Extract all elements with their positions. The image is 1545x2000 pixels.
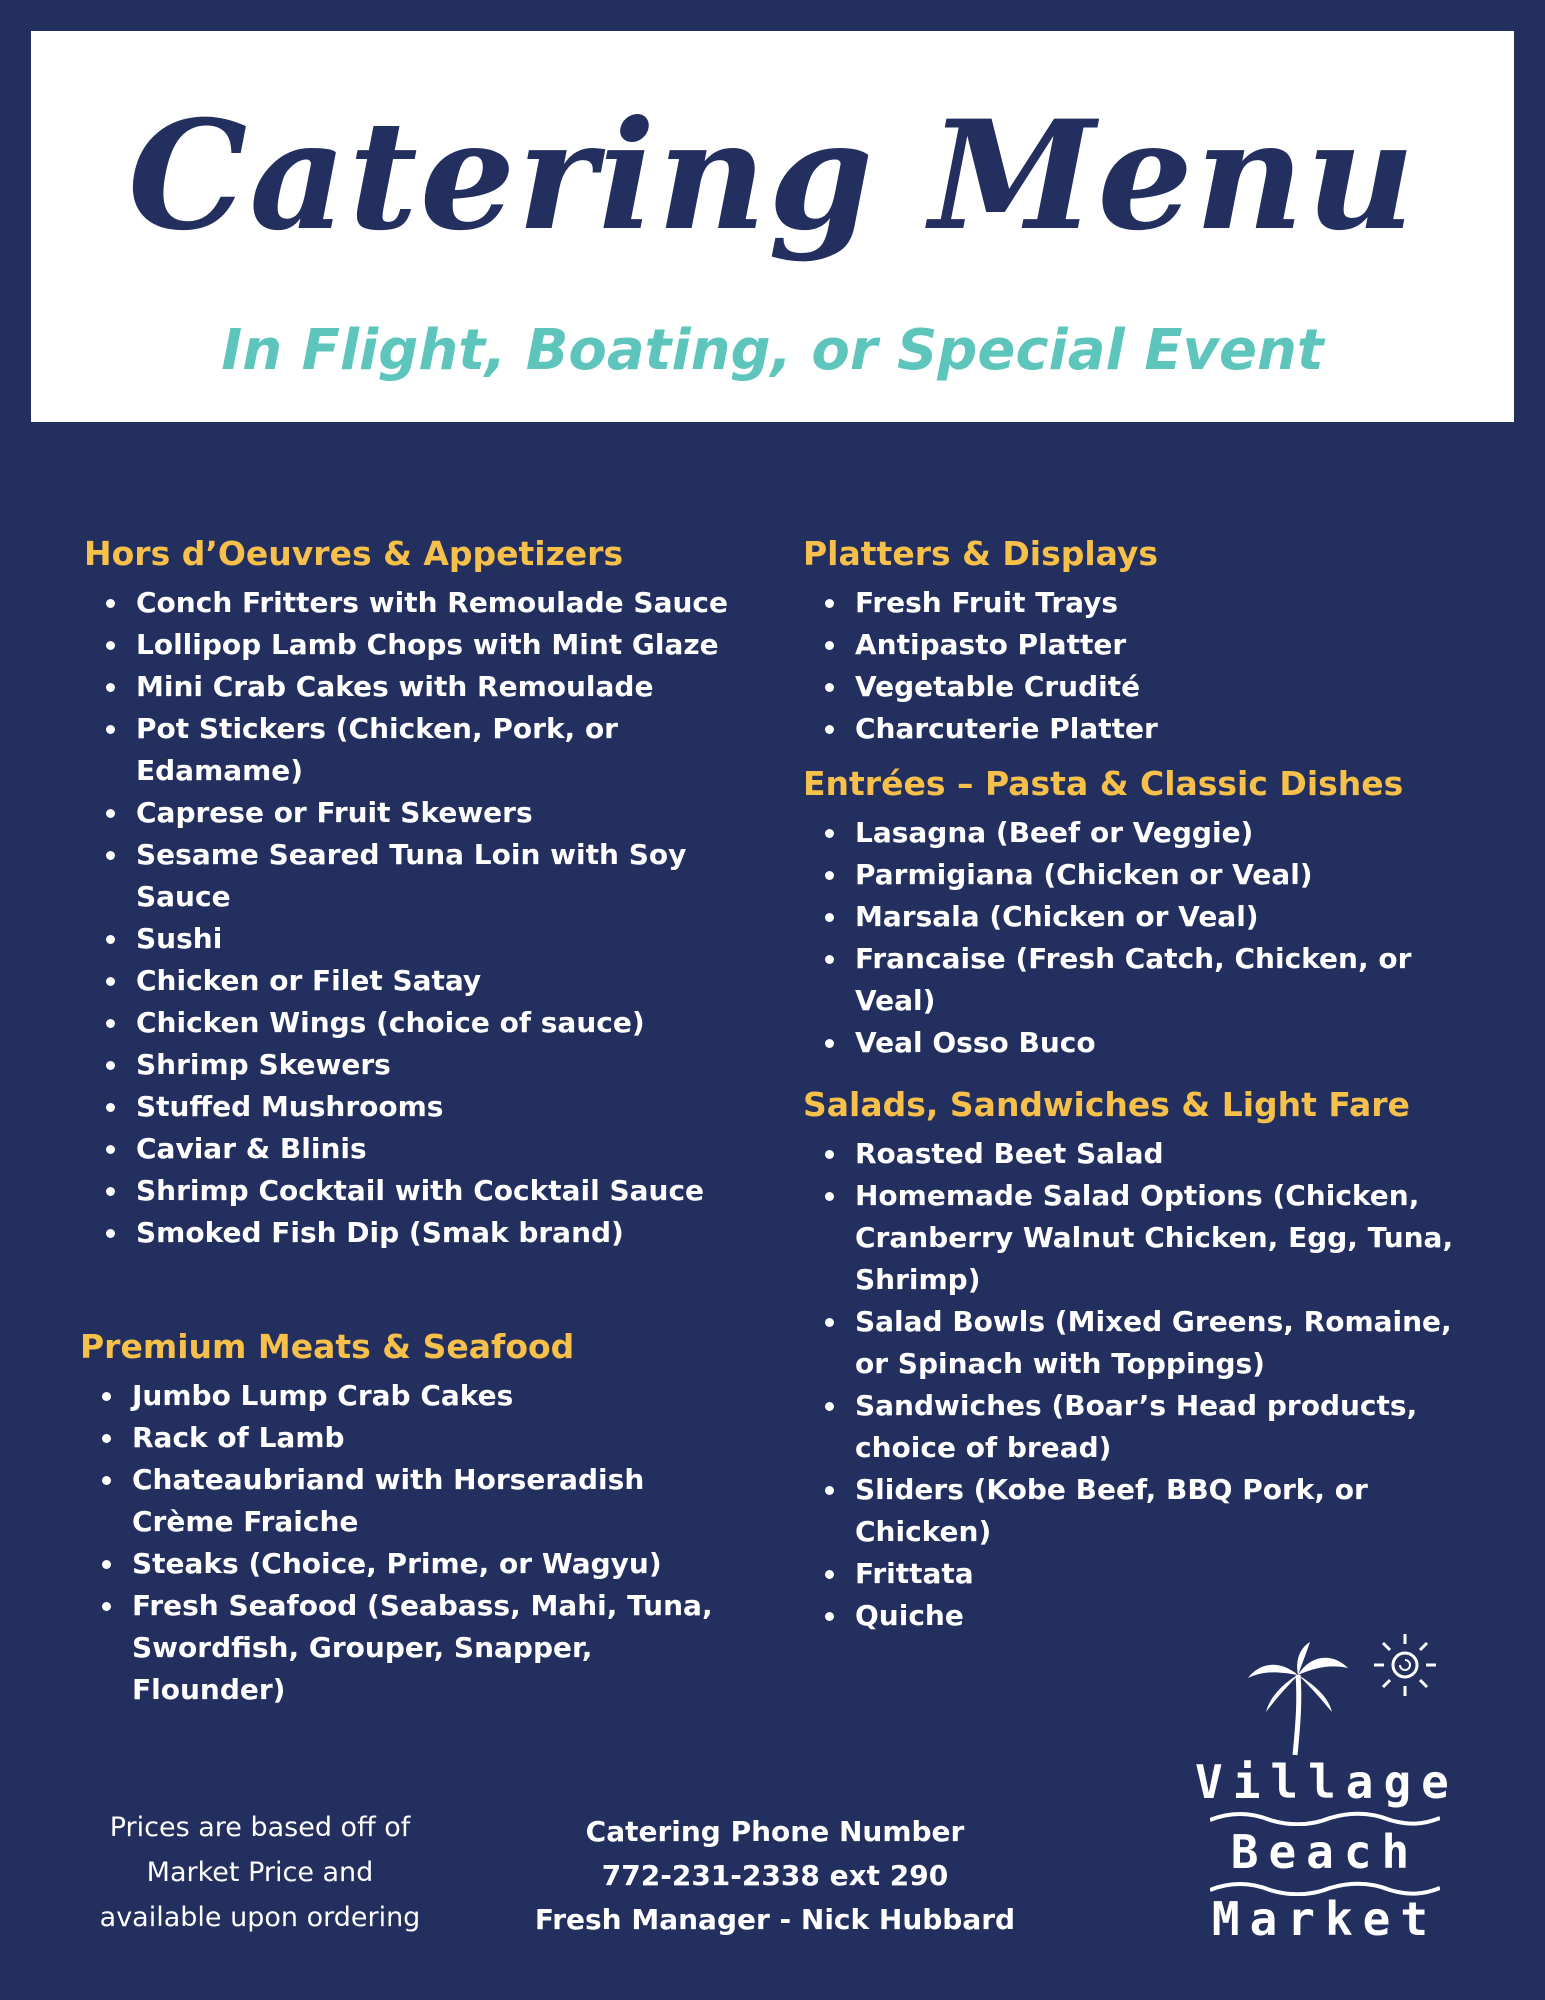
header-banner: [31, 31, 1514, 422]
menu-item: Fresh Seafood (Seabass, Mahi, Tuna, Swordfish, Grouper, Snapper, Flounder): [132, 1585, 740, 1711]
menu-item: Roasted Beet Salad: [855, 1133, 1483, 1175]
price-note: [60, 1805, 460, 1940]
logo-word-village: Village: [1195, 1755, 1459, 1809]
menu-item: Chateaubriand with Horseradish Crème Fraiche: [132, 1459, 740, 1543]
menu-item: Shrimp Skewers: [136, 1044, 744, 1086]
menu-item: Smoked Fish Dip (Smak brand): [136, 1212, 744, 1254]
menu-item: Marsala (Chicken or Veal): [855, 896, 1483, 938]
price-note-line: Market Price and: [146, 1857, 374, 1888]
menu-item: Caprese or Fruit Skewers: [136, 792, 744, 834]
section-entrees: [803, 762, 1483, 1064]
menu-item: Vegetable Crudité: [855, 666, 1483, 708]
section-hors-doeuvres: [84, 532, 744, 1254]
menu-item: Antipasto Platter: [855, 624, 1483, 666]
page-title: Catering Menu: [127, 88, 1418, 264]
menu-item: Caviar & Blinis: [136, 1128, 744, 1170]
menu-item: Fresh Fruit Trays: [855, 582, 1483, 624]
price-note-line: Prices are based off of: [109, 1812, 411, 1843]
menu-item: Veal Osso Buco: [855, 1022, 1483, 1064]
item-list: [803, 582, 1483, 750]
section-title: Hors d’Oeuvres & Appetizers: [84, 534, 624, 573]
menu-item: Sushi: [136, 918, 744, 960]
menu-item: Lasagna (Beef or Veggie): [855, 812, 1483, 854]
section-premium-meats: [80, 1325, 740, 1711]
menu-item: Sesame Seared Tuna Loin with Soy Sauce: [136, 834, 744, 918]
logo-word-beach: Beach: [1230, 1825, 1420, 1879]
menu-item: Homemade Salad Options (Chicken, Cranberry Walnut Chicken, Egg, Tuna, Shrimp): [855, 1175, 1483, 1301]
item-list: [803, 1133, 1483, 1637]
contact-heading: Catering Phone Number: [585, 1815, 965, 1848]
section-title: Premium Meats & Seafood: [80, 1327, 575, 1366]
menu-item: Steaks (Choice, Prime, or Wagyu): [132, 1543, 740, 1585]
menu-item: Rack of Lamb: [132, 1417, 740, 1459]
item-list: [80, 1375, 740, 1711]
item-list: [84, 582, 744, 1254]
menu-item: Frittata: [855, 1553, 1483, 1595]
section-platters: [803, 532, 1483, 750]
contact-manager: Fresh Manager - Nick Hubbard: [534, 1903, 1016, 1936]
page-subtitle: In Flight, Boating, or Special Event: [221, 318, 1324, 383]
menu-item: Stuffed Mushrooms: [136, 1086, 744, 1128]
menu-item: Sliders (Kobe Beef, BBQ Pork, or Chicken): [855, 1469, 1483, 1553]
wave-icon: [1210, 1810, 1440, 1826]
contact-info: [515, 1810, 1035, 1942]
logo-word-market: Market: [1211, 1892, 1439, 1946]
menu-item: Shrimp Cocktail with Cocktail Sauce: [136, 1170, 744, 1212]
village-beach-market-logo: [1195, 1630, 1459, 1950]
price-note-line: available upon ordering: [99, 1902, 421, 1933]
sun-icon: [1370, 1630, 1440, 1700]
section-title: Salads, Sandwiches & Light Fare: [803, 1085, 1410, 1124]
menu-item: Conch Fritters with Remoulade Sauce: [136, 582, 744, 624]
menu-item: Francaise (Fresh Catch, Chicken, or Veal): [855, 938, 1483, 1022]
section-title: Entrées – Pasta & Classic Dishes: [803, 764, 1404, 803]
menu-item: Parmigiana (Chicken or Veal): [855, 854, 1483, 896]
palm-tree-icon: [1240, 1640, 1360, 1760]
section-title: Platters & Displays: [803, 534, 1159, 573]
menu-item: Salad Bowls (Mixed Greens, Romaine, or Spinach with Toppings): [855, 1301, 1483, 1385]
menu-item: Lollipop Lamb Chops with Mint Glaze: [136, 624, 744, 666]
menu-item: Sandwiches (Boar’s Head products, choice of bread): [855, 1385, 1483, 1469]
item-list: [803, 812, 1483, 1064]
menu-item: Chicken or Filet Satay: [136, 960, 744, 1002]
section-salads: [803, 1083, 1483, 1637]
menu-item: Pot Stickers (Chicken, Pork, or Edamame): [136, 708, 744, 792]
menu-item: Jumbo Lump Crab Cakes: [132, 1375, 740, 1417]
menu-item: Chicken Wings (choice of sauce): [136, 1002, 744, 1044]
contact-phone: 772-231-2338 ext 290: [601, 1859, 949, 1892]
menu-item: Charcuterie Platter: [855, 708, 1483, 750]
menu-item: Quiche: [855, 1595, 1483, 1637]
menu-item: Mini Crab Cakes with Remoulade: [136, 666, 744, 708]
